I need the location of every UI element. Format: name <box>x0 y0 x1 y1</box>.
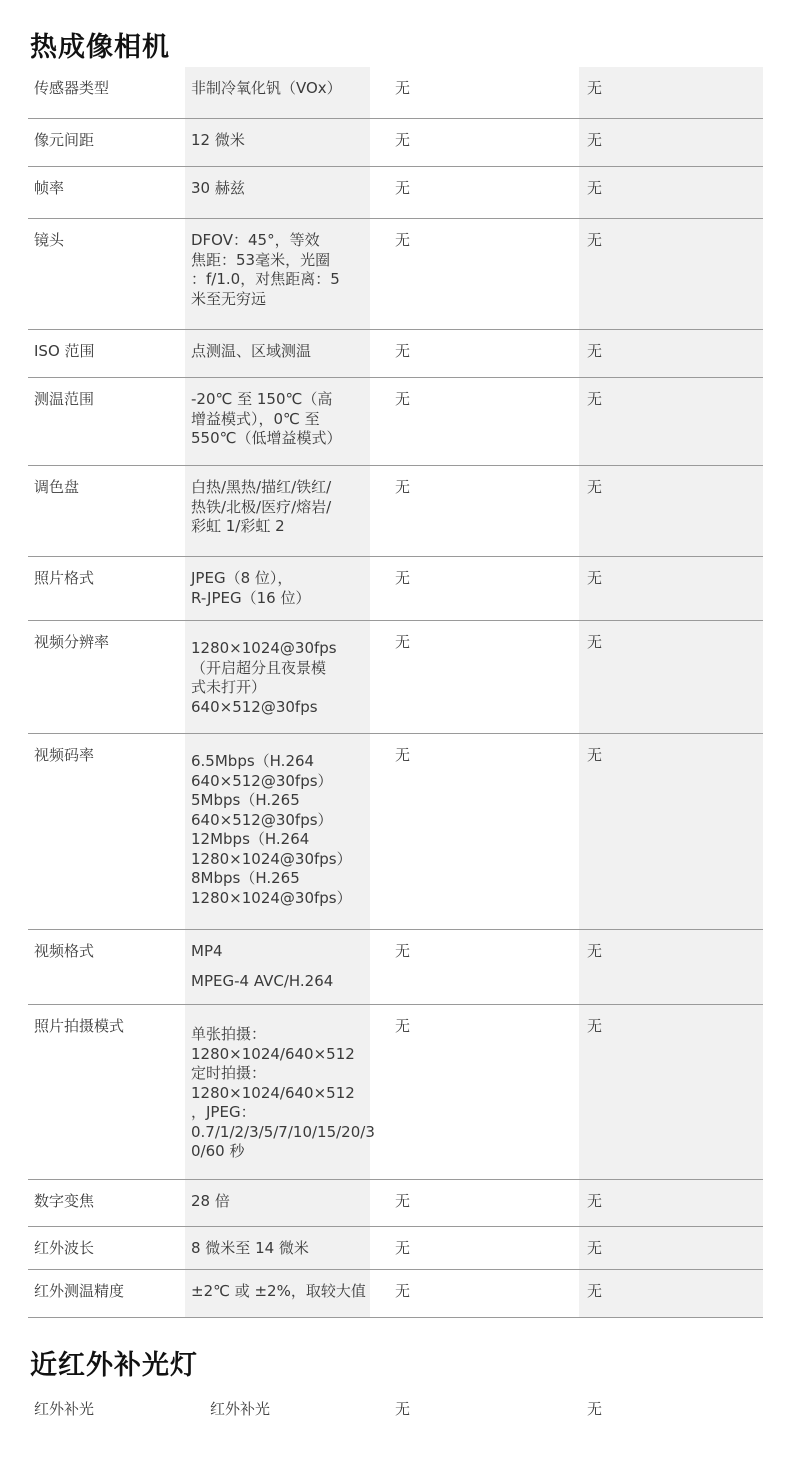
spec-label: 传感器类型 <box>34 79 110 97</box>
spec-value-line: ，JPEG： <box>191 1103 256 1121</box>
spec-value-line: 1280×1024/640×512 <box>191 1044 355 1063</box>
table-row <box>28 557 763 621</box>
spec-value-line: （开启超分且夜景模 <box>191 658 327 677</box>
spec-value <box>185 1270 370 1317</box>
spec-compare-col3: 无 <box>579 167 763 218</box>
spec-value-line: ±2℃ 或 ±2%，取较大值 <box>191 1282 366 1300</box>
spec-compare-col2: 无 <box>395 231 411 249</box>
spec-compare-col2: 无 <box>395 390 411 408</box>
spec-compare-col2: 无 <box>395 942 411 960</box>
table-row <box>28 167 763 219</box>
table-row <box>28 1005 763 1180</box>
spec-value-line: 1280×1024/640×512 <box>191 1083 355 1102</box>
spec-value <box>185 378 370 465</box>
spec-value-line: 12 微米 <box>191 131 245 149</box>
spec-label: 视频码率 <box>34 746 95 764</box>
spec-compare-col2: 无 <box>395 746 411 764</box>
spec-compare-col3: 无 <box>579 930 763 1004</box>
spec-compare-col3: 无 <box>579 378 763 465</box>
spec-compare-col3: 无 <box>579 1180 763 1226</box>
spec-compare-col2: 无 <box>395 478 411 496</box>
spec-compare-col3: 无 <box>579 557 763 620</box>
table-row <box>28 67 763 119</box>
spec-value-line: 白热/黑热/描红/铁红/ <box>191 478 332 496</box>
spec-value-line: 1280×1024@30fps） <box>191 888 352 907</box>
spec-value-line: ：f/1.0，对焦距离：5 <box>191 270 340 288</box>
spec-value-line: R-JPEG（16 位） <box>191 588 311 607</box>
spec-value <box>185 734 370 929</box>
spec-value <box>185 1180 370 1226</box>
spec-value <box>185 621 370 733</box>
spec-value-line: 5Mbps（H.265 <box>191 791 300 809</box>
spec-value-line: 米至无穷远 <box>191 289 267 308</box>
spec-value <box>185 466 370 556</box>
spec-compare-col3: 无 <box>579 734 763 929</box>
table-row <box>28 1180 763 1227</box>
table-row <box>28 378 763 466</box>
spec-value-line: 定时拍摄： <box>191 1064 267 1082</box>
spec-compare-col2: 无 <box>395 1192 411 1210</box>
line-gap <box>191 962 364 972</box>
spec-value-line: MP4 <box>191 942 223 960</box>
spec-value <box>185 330 370 377</box>
spec-label: 红外波长 <box>34 1239 95 1257</box>
spec-label: 红外补光 <box>34 1400 95 1418</box>
spec-value <box>185 119 370 166</box>
spec-value-line: 12Mbps（H.264 <box>191 830 310 848</box>
spec-value <box>185 1388 370 1428</box>
table-row <box>28 621 763 734</box>
spec-value-line: 式未打开） <box>191 678 267 696</box>
spec-value-line: 28 倍 <box>191 1192 230 1210</box>
spec-value-line: 1280×1024@30fps <box>191 639 337 657</box>
spec-label: 照片格式 <box>34 569 95 587</box>
spec-label: 帧率 <box>34 179 65 197</box>
spec-value-line: 8Mbps（H.265 <box>191 869 300 887</box>
spec-value-line: 增益模式），0℃ 至 <box>191 409 320 428</box>
table-row <box>28 330 763 378</box>
spec-label: 照片拍摄模式 <box>34 1017 125 1035</box>
spec-value <box>185 1005 375 1179</box>
table-row <box>28 734 763 930</box>
spec-label: 视频分辨率 <box>34 633 110 651</box>
spec-value-line: 彩虹 1/彩虹 2 <box>191 517 285 535</box>
table-row <box>28 219 763 330</box>
spec-value-line: 热铁/北极/医疗/熔岩/ <box>191 497 332 516</box>
spec-value-line: MPEG-4 AVC/H.264 <box>191 971 334 990</box>
spec-label: 测温范围 <box>34 390 95 408</box>
spec-compare-col3: 无 <box>579 1005 763 1179</box>
spec-compare-col2: 无 <box>395 342 411 360</box>
table-row <box>28 1270 763 1318</box>
spec-value <box>185 167 370 218</box>
spec-label: 调色盘 <box>34 478 80 496</box>
spec-label: 数字变焦 <box>34 1192 95 1210</box>
spec-value <box>185 67 370 118</box>
spec-value-line: 点测温、区域测温 <box>191 342 312 360</box>
spec-value <box>185 557 370 620</box>
table-row <box>28 1227 763 1270</box>
spec-compare-col2: 无 <box>395 179 411 197</box>
spec-compare-col2: 无 <box>395 1017 411 1035</box>
table-row <box>28 119 763 167</box>
spec-compare-col2: 无 <box>395 569 411 587</box>
spec-compare-col2: 无 <box>395 1282 411 1300</box>
spec-value-line: DFOV：45°，等效 <box>191 231 320 249</box>
spec-compare-col3: 无 <box>579 621 763 733</box>
spec-value-line: 1280×1024@30fps） <box>191 849 352 868</box>
spec-label: 红外测温精度 <box>34 1282 125 1300</box>
section-title-nir-fill-light: 近红外补光灯 <box>30 1350 198 1381</box>
spec-value-line: 非制冷氧化钒（VOx） <box>191 79 342 97</box>
spec-value-line: 8 微米至 14 微米 <box>191 1239 309 1257</box>
spec-value-line: 0/60 秒 <box>191 1142 245 1160</box>
spec-compare-col3: 无 <box>587 1400 603 1418</box>
spec-value-line: 红外补光 <box>210 1400 271 1418</box>
spec-compare-col2: 无 <box>395 633 411 651</box>
spec-value-line: 640×512@30fps <box>191 697 318 716</box>
spec-value-line: 单张拍摄： <box>191 1025 267 1043</box>
table-row <box>28 1388 763 1428</box>
spec-compare-col2: 无 <box>395 1239 411 1257</box>
spec-table-thermal-camera <box>28 67 763 1318</box>
section-title-thermal-camera: 热成像相机 <box>30 32 170 63</box>
spec-value-line: 0.7/1/2/3/5/7/10/15/20/3 <box>191 1122 375 1141</box>
spec-label: 视频格式 <box>34 942 95 960</box>
spec-value-line: JPEG（8 位）， <box>191 569 293 587</box>
spec-value-line: 焦距：53毫米，光圈 <box>191 250 331 269</box>
spec-label: 像元间距 <box>34 131 95 149</box>
spec-compare-col2: 无 <box>395 1400 411 1418</box>
spec-value-line: -20℃ 至 150℃（高 <box>191 390 333 408</box>
spec-value <box>185 930 370 1004</box>
spec-compare-col3: 无 <box>579 330 763 377</box>
spec-compare-col2: 无 <box>395 79 411 97</box>
spec-value-line: 640×512@30fps） <box>191 810 333 829</box>
spec-compare-col3: 无 <box>579 466 763 556</box>
spec-value-line: 30 赫兹 <box>191 179 245 197</box>
spec-compare-col3: 无 <box>579 119 763 166</box>
spec-value-line: 550℃（低增益模式） <box>191 429 342 447</box>
spec-value-line: 6.5Mbps（H.264 <box>191 752 315 770</box>
spec-compare-col3: 无 <box>579 1227 763 1269</box>
spec-compare-col3: 无 <box>579 1270 763 1317</box>
spec-compare-col2: 无 <box>395 131 411 149</box>
spec-value <box>185 1227 370 1269</box>
spec-compare-col3: 无 <box>579 219 763 329</box>
spec-value-line: 640×512@30fps） <box>191 771 333 790</box>
spec-table-nir-fill-light <box>28 1388 763 1428</box>
table-row <box>28 466 763 557</box>
spec-value <box>185 219 370 329</box>
spec-compare-col3: 无 <box>579 67 763 118</box>
table-row <box>28 930 763 1005</box>
spec-label: 镜头 <box>34 231 65 249</box>
spec-label: ISO 范围 <box>34 342 95 360</box>
